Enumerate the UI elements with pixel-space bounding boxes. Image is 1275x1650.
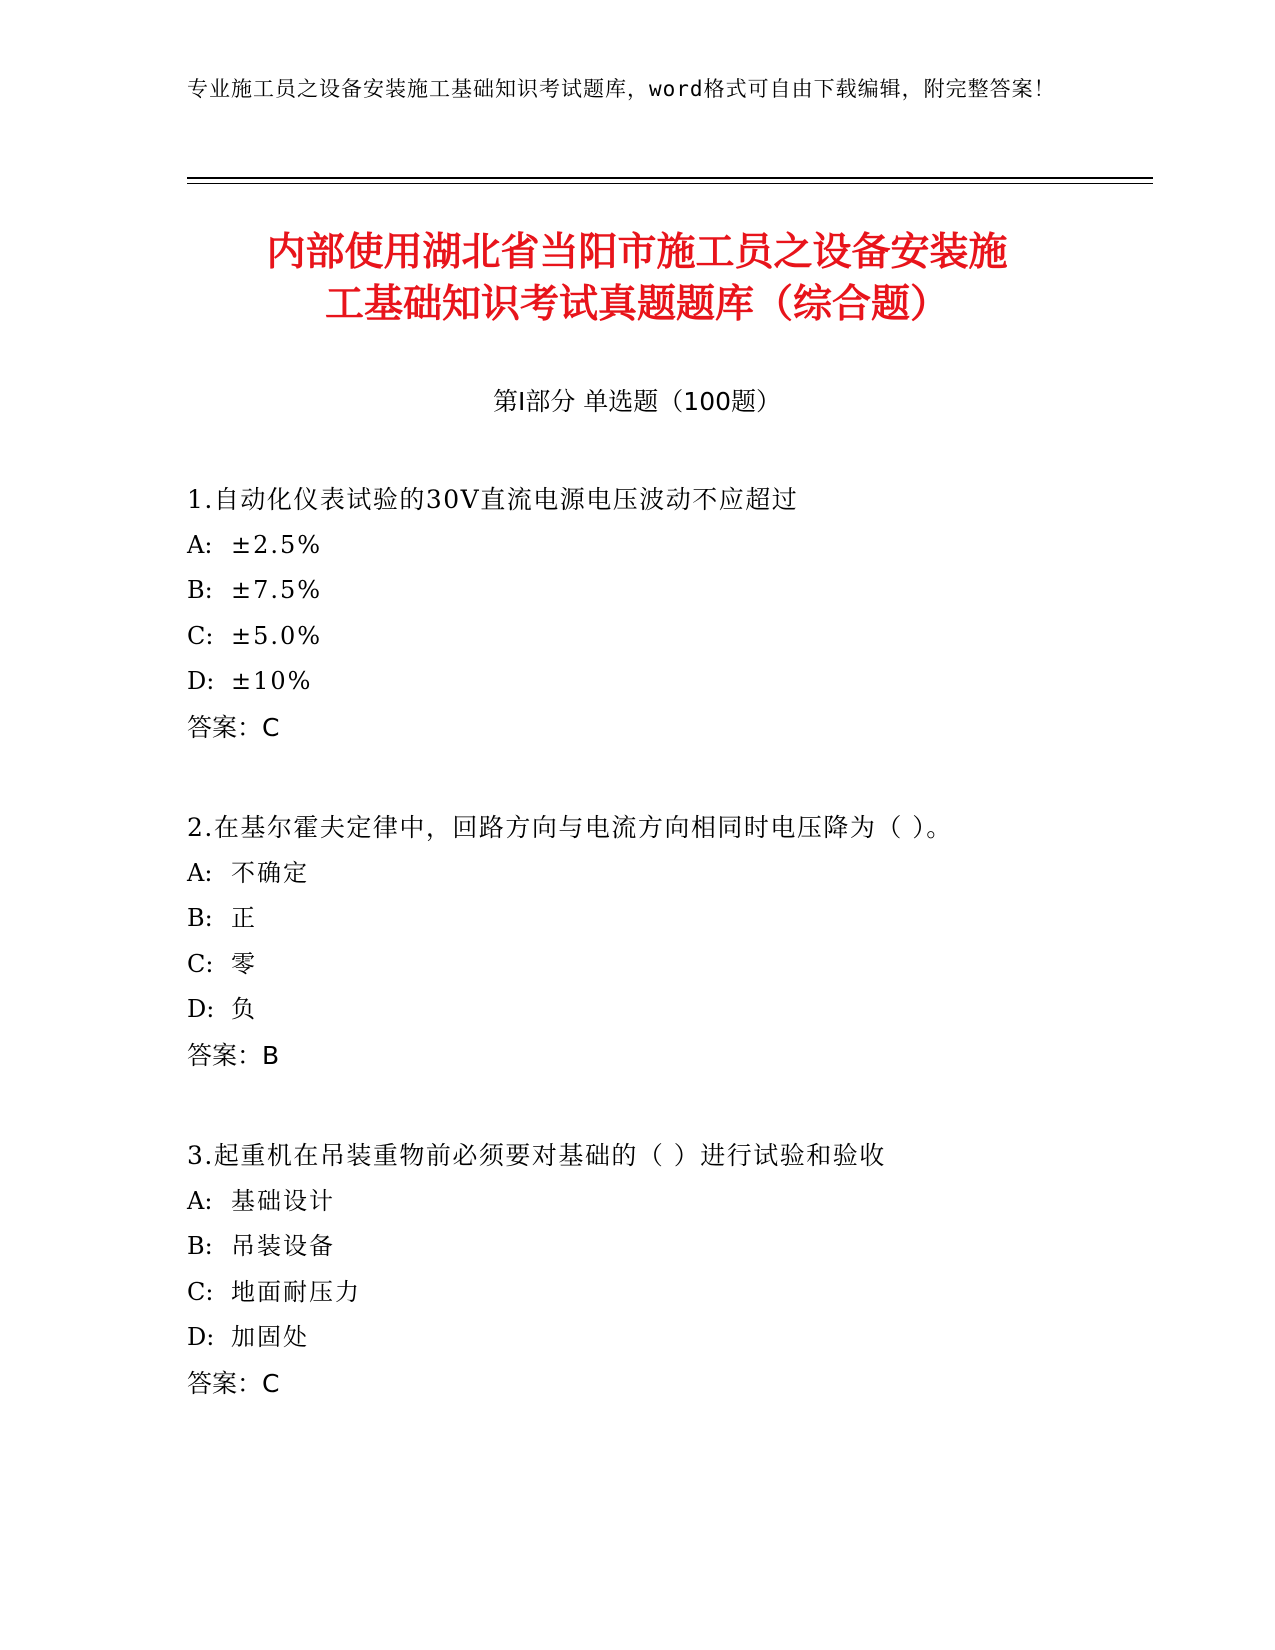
question-2	[187, 805, 1127, 1078]
option-b	[187, 896, 1127, 942]
option-key: C:	[187, 1277, 214, 1306]
option-text: ±2.5%	[231, 530, 323, 559]
option-key: B:	[187, 904, 213, 932]
option-text: 零	[231, 949, 257, 978]
question-list	[187, 477, 1127, 1461]
question-1	[187, 477, 1127, 750]
header-rule-thick	[187, 177, 1153, 179]
document-title	[187, 227, 1087, 331]
option-text: 负	[231, 995, 257, 1023]
option-a	[187, 851, 1127, 897]
answer: 答案：C	[187, 1368, 280, 1398]
option-text: 基础设计	[231, 1186, 335, 1215]
option-text: 地面耐压力	[231, 1277, 361, 1306]
option-d	[187, 1315, 1127, 1361]
section-heading: 第Ⅰ部分 单选题（100题）	[492, 387, 782, 416]
option-key: A:	[187, 1186, 213, 1215]
option-key: D:	[187, 995, 215, 1023]
question-3	[187, 1133, 1127, 1406]
option-text: 加固处	[231, 1323, 309, 1351]
option-d	[187, 987, 1127, 1033]
option-key: C:	[187, 621, 214, 650]
option-text: 正	[231, 904, 257, 932]
option-a	[187, 523, 1127, 569]
question-stem: 1.自动化仪表试验的30V直流电源电压波动不应超过	[187, 485, 799, 514]
title-line-1: 内部使用湖北省当阳市施工员之设备安装施	[266, 230, 1008, 275]
option-key: B:	[187, 1232, 213, 1260]
option-key: D:	[187, 1323, 215, 1351]
title-line-2: 工基础知识考试真题题库（综合题）	[324, 282, 949, 327]
option-text: ±5.0%	[231, 621, 323, 650]
header-note: 专业施工员之设备安装施工基础知识考试题库，word格式可自由下载编辑，附完整答案！	[187, 77, 1056, 101]
option-c	[187, 614, 1127, 660]
option-a	[187, 1179, 1127, 1225]
option-key: B:	[187, 576, 213, 604]
option-key: D:	[187, 667, 215, 695]
option-key: C:	[187, 949, 214, 978]
question-stem: 3.起重机在吊装重物前必须要对基础的（ ）进行试验和验收	[187, 1141, 886, 1170]
option-b	[187, 568, 1127, 614]
option-b	[187, 1224, 1127, 1270]
option-text: ±7.5%	[231, 576, 323, 604]
option-d	[187, 659, 1127, 705]
option-text: 不确定	[231, 858, 309, 887]
header-rule-thin	[187, 183, 1153, 184]
option-c	[187, 942, 1127, 988]
option-key: A:	[187, 530, 213, 559]
answer: 答案：C	[187, 712, 280, 742]
option-text: 吊装设备	[231, 1232, 335, 1260]
option-c	[187, 1270, 1127, 1316]
answer: 答案：B	[187, 1040, 280, 1070]
question-stem: 2.在基尔霍夫定律中，回路方向与电流方向相同时电压降为（ ）。	[187, 813, 953, 842]
option-key: A:	[187, 858, 213, 887]
option-text: ±10%	[231, 667, 313, 695]
